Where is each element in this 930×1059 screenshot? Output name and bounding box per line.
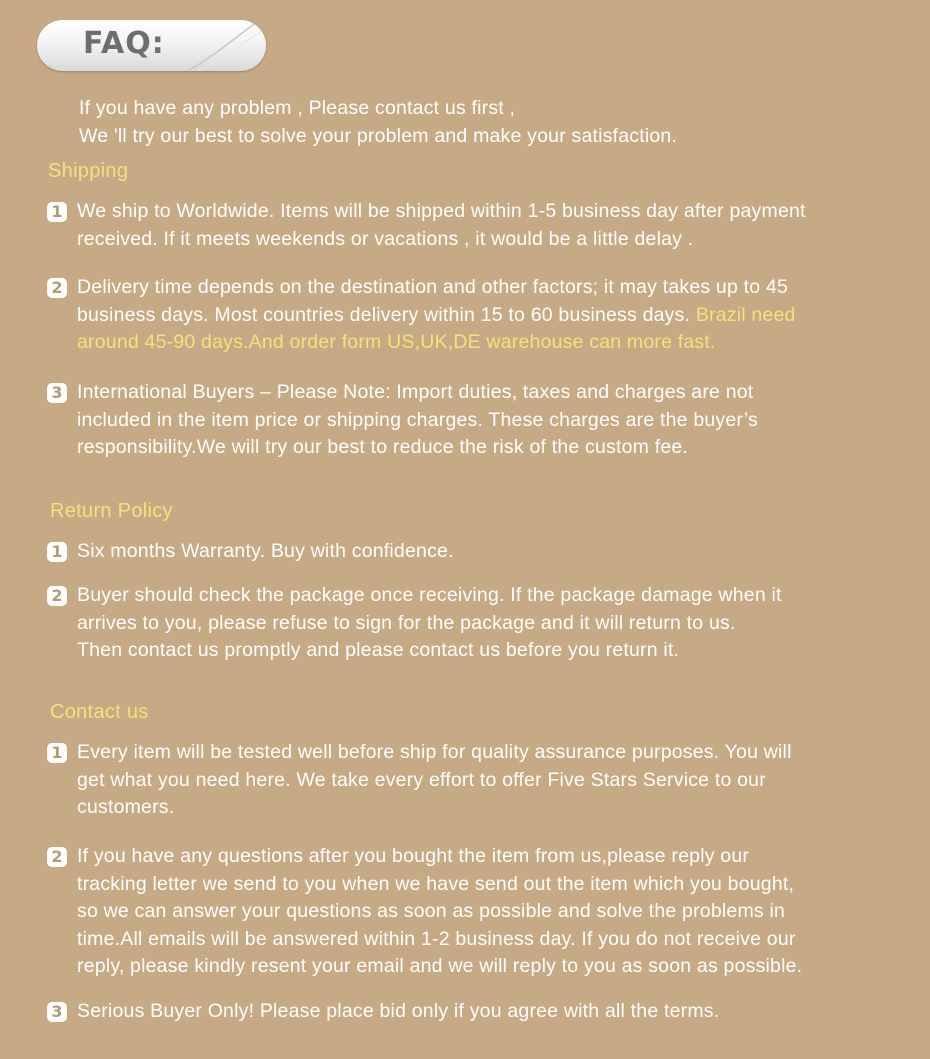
text-line: Delivery time depends on the destination and other factors; it may takes up to 45 [77, 276, 789, 298]
highlight-text: Brazil need [695, 303, 796, 326]
number-3-icon: 3 [47, 383, 67, 403]
text-line: International Buyers – Please Note: Import duties, taxes and charges are not [77, 381, 754, 403]
text-line: arrives to you, please refuse to sign for the package and it will return to us. [77, 611, 736, 634]
number-1-icon: 1 [47, 743, 67, 763]
number-3-icon: 3 [47, 1002, 67, 1022]
faq-badge [37, 20, 266, 71]
contact-heading: Contact us [50, 701, 149, 723]
intro-text [79, 95, 677, 150]
text-line: customers. [77, 796, 175, 819]
item-text [77, 538, 930, 566]
text-line: time.All emails will be answered within 1-2 business day. If you do not receive our [77, 927, 796, 950]
item-text [77, 274, 930, 357]
return-policy-heading: Return Policy [50, 500, 173, 522]
text-line: Then contact us promptly and please contact us before you return it. [77, 639, 680, 662]
text-line: Serious Buyer Only! Please place bid only if you agree with all the terms. [77, 1000, 720, 1022]
item-text [77, 843, 930, 981]
number-2-icon: 2 [47, 278, 67, 298]
number-2-icon: 2 [47, 586, 67, 606]
number-1-icon: 1 [47, 202, 67, 222]
number-1-icon: 1 [47, 542, 67, 562]
item-text [77, 582, 930, 665]
text-line: included in the item price or shipping charges. These charges are the buyer’s [77, 408, 758, 431]
item-text [77, 998, 930, 1026]
intro-line: We 'll try our best to solve your problem and make your satisfaction. [79, 124, 678, 147]
text-line: If you have any questions after you bought the item from us,please reply our [77, 845, 750, 867]
text-line: tracking letter we send to you when we have send out the item which you bought, [77, 872, 795, 895]
item-text [77, 379, 930, 462]
intro-line: If you have any problem , Please contact us first , [79, 97, 516, 119]
text-segment: business days. Most countries delivery within 15 to 60 business days. [77, 303, 696, 326]
text-line: Buyer should check the package once receiving. If the package damage when it [77, 584, 782, 606]
text-line: reply, please kindly resent your email and we will reply to you as soon as possible. [77, 955, 803, 978]
text-line [77, 302, 930, 330]
item-text [77, 739, 930, 822]
text-line: We ship to Worldwide. Items will be shipped within 1-5 business day after payment [77, 200, 806, 222]
shipping-heading: Shipping [48, 160, 129, 182]
text-line: Six months Warranty. Buy with confidence. [77, 540, 454, 562]
item-text [77, 198, 930, 253]
text-line: received. If it meets weekends or vacations , it would be a little delay . [77, 227, 694, 250]
faq-title: FAQ: [83, 26, 165, 61]
text-line: so we can answer your questions as soon as possible and solve the problems in [77, 900, 786, 923]
number-2-icon: 2 [47, 847, 67, 867]
text-line: Every item will be tested well before ship for quality assurance purposes. You will [77, 741, 792, 763]
text-line: responsibility.We will try our best to reduce the risk of the custom fee. [77, 436, 689, 459]
text-line: get what you need here. We take every effort to offer Five Stars Service to our [77, 768, 766, 791]
highlight-text: around 45-90 days.And order form US,UK,DE warehouse can more fast. [77, 331, 716, 354]
